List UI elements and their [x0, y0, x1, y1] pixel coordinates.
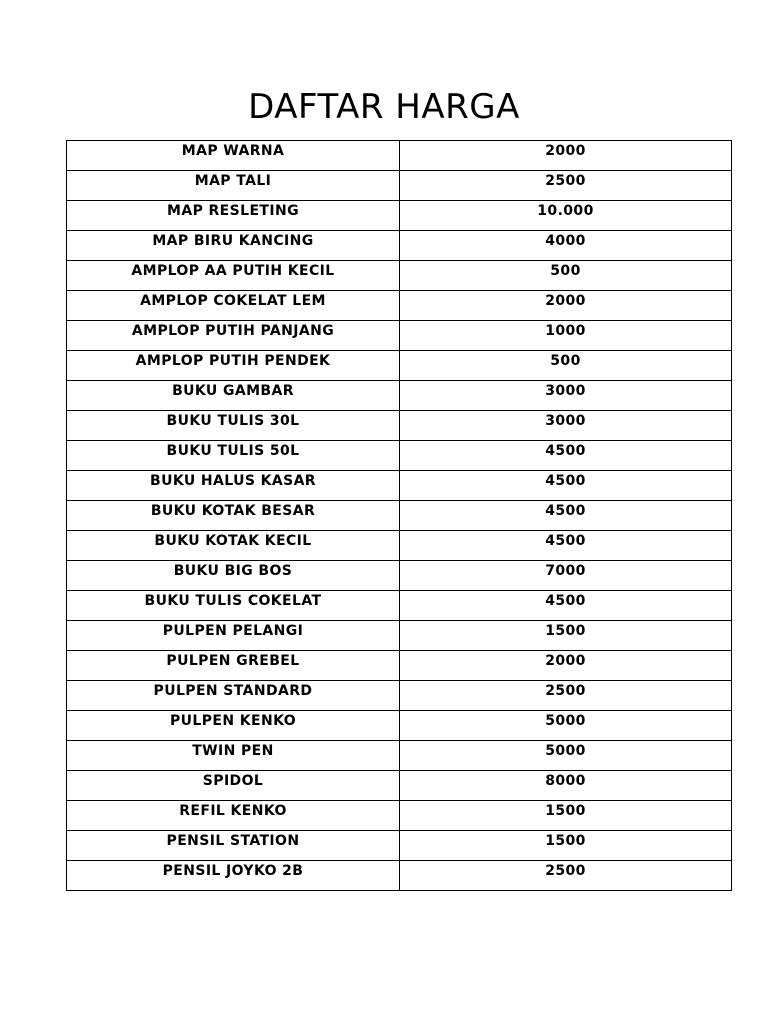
- item-name-cell: MAP TALI: [67, 171, 400, 201]
- item-price-cell: 2500: [400, 861, 732, 891]
- item-price-cell: 10.000: [400, 201, 732, 231]
- item-name-cell: AMPLOP PUTIH PENDEK: [67, 351, 400, 381]
- item-name-cell: PENSIL STATION: [67, 831, 400, 861]
- table-row: [67, 441, 732, 471]
- price-table: [66, 140, 732, 891]
- item-price-cell: 1500: [400, 621, 732, 651]
- table-row: [67, 741, 732, 771]
- table-row: [67, 591, 732, 621]
- item-price-cell: 8000: [400, 771, 732, 801]
- item-name-cell: BUKU KOTAK KECIL: [67, 531, 400, 561]
- item-price-cell: 500: [400, 351, 732, 381]
- table-row: [67, 651, 732, 681]
- table-row: [67, 681, 732, 711]
- item-name-cell: AMPLOP COKELAT LEM: [67, 291, 400, 321]
- item-name-cell: BUKU TULIS 50L: [67, 441, 400, 471]
- table-row: [67, 291, 732, 321]
- table-row: [67, 561, 732, 591]
- item-price-cell: 4500: [400, 471, 732, 501]
- item-price-cell: 2000: [400, 291, 732, 321]
- item-price-cell: 2000: [400, 651, 732, 681]
- item-price-cell: 4500: [400, 591, 732, 621]
- table-row: [67, 351, 732, 381]
- table-row: [67, 261, 732, 291]
- table-row: [67, 801, 732, 831]
- item-price-cell: 4500: [400, 531, 732, 561]
- item-name-cell: MAP RESLETING: [67, 201, 400, 231]
- page-title: DAFTAR HARGA: [248, 87, 520, 127]
- item-name-cell: BUKU HALUS KASAR: [67, 471, 400, 501]
- table-row: [67, 321, 732, 351]
- table-row: [67, 711, 732, 741]
- item-price-cell: 500: [400, 261, 732, 291]
- item-price-cell: 3000: [400, 381, 732, 411]
- item-price-cell: 5000: [400, 741, 732, 771]
- table-row: [67, 831, 732, 861]
- item-price-cell: 5000: [400, 711, 732, 741]
- price-table-body: [67, 141, 732, 891]
- item-price-cell: 1500: [400, 801, 732, 831]
- item-name-cell: REFIL KENKO: [67, 801, 400, 831]
- item-name-cell: BUKU TULIS 30L: [67, 411, 400, 441]
- item-price-cell: 4000: [400, 231, 732, 261]
- item-name-cell: BUKU TULIS COKELAT: [67, 591, 400, 621]
- table-row: [67, 621, 732, 651]
- item-name-cell: BUKU BIG BOS: [67, 561, 400, 591]
- table-row: [67, 171, 732, 201]
- table-row: [67, 471, 732, 501]
- item-price-cell: 1500: [400, 831, 732, 861]
- table-row: [67, 411, 732, 441]
- item-price-cell: 4500: [400, 501, 732, 531]
- item-name-cell: PENSIL JOYKO 2B: [67, 861, 400, 891]
- item-price-cell: 2500: [400, 171, 732, 201]
- item-name-cell: PULPEN KENKO: [67, 711, 400, 741]
- table-row: [67, 201, 732, 231]
- item-name-cell: PULPEN STANDARD: [67, 681, 400, 711]
- table-row: [67, 771, 732, 801]
- item-name-cell: PULPEN PELANGI: [67, 621, 400, 651]
- item-name-cell: MAP WARNA: [67, 141, 400, 171]
- item-name-cell: MAP BIRU KANCING: [67, 231, 400, 261]
- table-row: [67, 531, 732, 561]
- item-name-cell: TWIN PEN: [67, 741, 400, 771]
- item-name-cell: PULPEN GREBEL: [67, 651, 400, 681]
- item-name-cell: AMPLOP AA PUTIH KECIL: [67, 261, 400, 291]
- item-name-cell: BUKU KOTAK BESAR: [67, 501, 400, 531]
- item-name-cell: SPIDOL: [67, 771, 400, 801]
- item-name-cell: BUKU GAMBAR: [67, 381, 400, 411]
- table-row: [67, 231, 732, 261]
- item-price-cell: 2000: [400, 141, 732, 171]
- item-name-cell: AMPLOP PUTIH PANJANG: [67, 321, 400, 351]
- item-price-cell: 3000: [400, 411, 732, 441]
- table-row: [67, 381, 732, 411]
- item-price-cell: 1000: [400, 321, 732, 351]
- table-row: [67, 141, 732, 171]
- table-row: [67, 861, 732, 891]
- item-price-cell: 4500: [400, 441, 732, 471]
- item-price-cell: 7000: [400, 561, 732, 591]
- item-price-cell: 2500: [400, 681, 732, 711]
- table-row: [67, 501, 732, 531]
